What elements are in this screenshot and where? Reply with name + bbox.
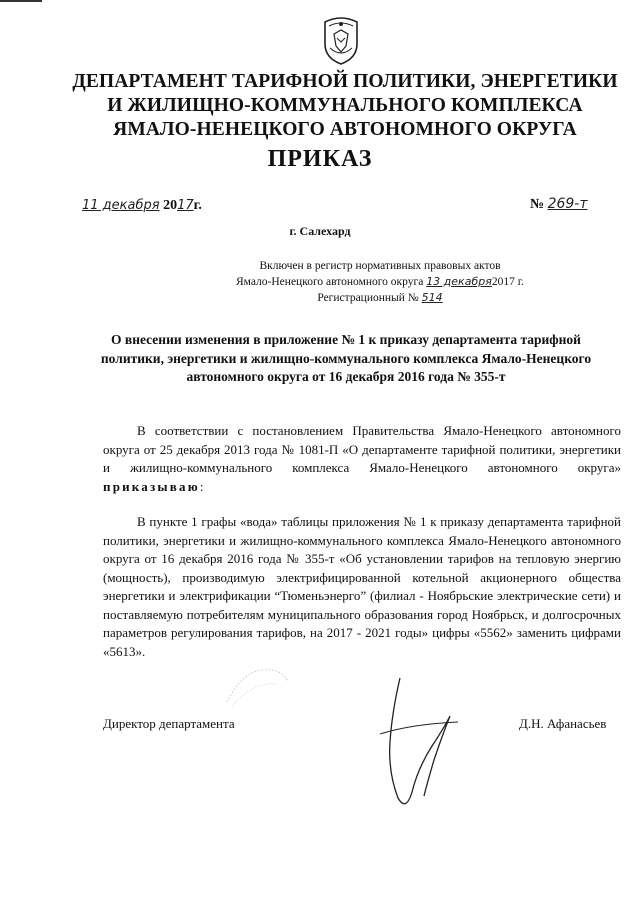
order-date	[82, 198, 202, 214]
scan-corner-mark	[0, 0, 42, 2]
year-prefix: 20	[163, 198, 178, 213]
header-line-2: И ЖИЛИЩНО-КОММУНАЛЬНОГО КОМПЛЕКСА	[107, 95, 583, 116]
handwritten-number: 269-т	[547, 196, 588, 212]
registration-line-1: Включен в регистр нормативных правовых актов	[259, 260, 501, 272]
number-label: №	[530, 197, 545, 212]
header-line-3: ЯМАЛО-НЕНЕЦКОГО АВТОНОМНОГО ОКРУГА	[113, 119, 577, 140]
registration-line-2	[190, 274, 570, 290]
document-title: ПРИКАЗ	[267, 146, 373, 172]
registration-region: Ямало-Ненецкого автономного округа	[235, 276, 424, 288]
header-line-1: ДЕПАРТАМЕНТ ТАРИФНОЙ ПОЛИТИКИ, ЭНЕРГЕТИКИ	[72, 71, 618, 92]
department-header	[40, 70, 640, 142]
preamble-suffix: :	[199, 478, 204, 494]
handwritten-registration-date: 13 декабря	[426, 275, 492, 288]
year-suffix: г.	[193, 198, 202, 213]
handwritten-year: 17	[177, 198, 194, 213]
handwritten-signature	[372, 672, 462, 812]
order-number	[530, 196, 588, 213]
handwritten-registration-number: 514	[421, 291, 443, 304]
signatory-position: Директор департамента	[103, 716, 235, 731]
main-paragraph-text: В пункте 1 графы «вода» таблицы приложения № 1 к приказу департамента тарифной политики, энергетики и жилищно-коммунального комплекса Ямало-Ненецкого автономного округа от 16 декабря 2016 года № 355-т «Об установлении тарифов на тепловую энергию (мощность), производимую электрифицированной котельной акционерного общества энергетики и электрификации “Тюменьэнерго” (филиал - Ноябрьские электрические сети) и поставляемую потребителям муниципального образования город Ноябрьск, и долгосрочных параметров регулирования тарифов, на 2017 - 2021 годы» цифры «5562» заменить цифрами «5613».	[103, 514, 621, 659]
coat-of-arms-emblem	[319, 14, 363, 66]
preamble-paragraph	[103, 422, 621, 496]
signatory-name: Д.Н. Афанасьев	[519, 716, 607, 731]
preamble-text: В соответствии с постановлением Правительства Ямало-Ненецкого автономного округа от 25 декабря 2013 года № 1081-П «О департаменте тарифной политики, энергетики и жилищно-коммунального комплекса Ямало-Ненецкого автономного округа»	[103, 423, 621, 475]
order-subject: О внесении изменения в приложение № 1 к приказу департамента тарифной политики, энергетики и жилищно-коммунального комплекса Ямало-Ненецкого автономного округа от 16 декабря 2016 года № 355-т	[100, 332, 592, 384]
handwritten-day-month: 11 декабря	[82, 198, 160, 213]
registration-number-label: Регистрационный №	[317, 292, 419, 304]
registration-year: 2017 г.	[491, 276, 524, 288]
city: г. Салехард	[289, 224, 351, 238]
registration-line-3	[190, 290, 570, 306]
order-keyword: приказываю	[103, 478, 200, 494]
main-paragraph	[103, 513, 621, 661]
faint-stamp-mark	[222, 662, 292, 708]
